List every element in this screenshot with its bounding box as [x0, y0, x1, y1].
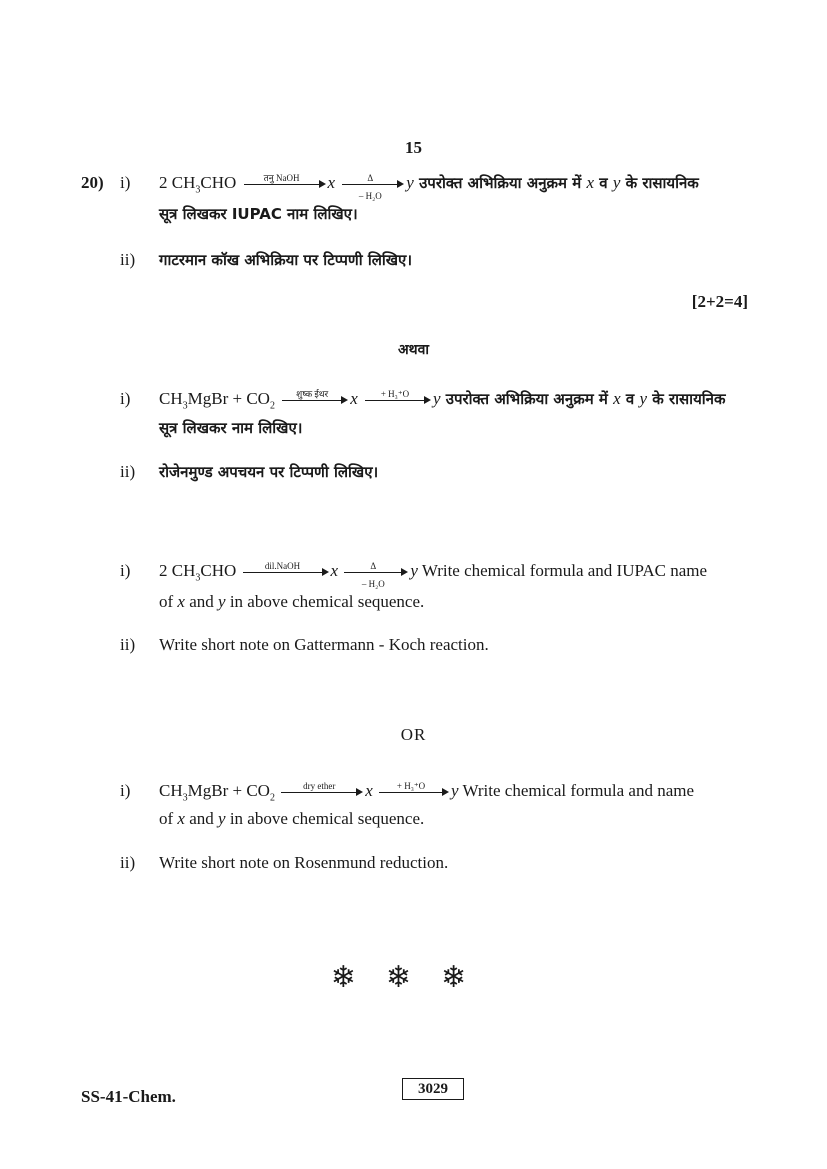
hindi-or: अथवा	[397, 342, 430, 358]
english-part1-i-label: i)	[120, 561, 131, 580]
marks: [2+2=4]	[691, 292, 748, 311]
english-part1-i-line2: of x and y in above chemical sequence.	[159, 592, 425, 611]
reaction-arrow-2: $\frac{\Delta}{\text{– H₂O}}$	[342, 174, 404, 194]
reactant: $CH_3MgBr + CO_2$	[159, 389, 275, 412]
english-part2-i-label: i)	[120, 781, 131, 800]
hindi-part1-ii-label: ii)	[120, 250, 136, 269]
snowflake-ornament-icon: ❄❄❄	[330, 960, 497, 995]
reactant: 2 $CH_3CHO$	[159, 561, 237, 584]
english-or: OR	[400, 725, 427, 744]
reaction-arrow-2: + H₃⁺O	[365, 390, 431, 410]
reaction-arrow-1: तनु NaOH	[244, 174, 326, 194]
reaction-arrow-1: dry ether	[281, 782, 363, 802]
hindi-part1-i-label: i)	[120, 173, 131, 192]
reaction-arrow-2: + H₃⁺O	[379, 782, 449, 802]
paper-number-box: 3029	[402, 1078, 464, 1100]
paper-code: SS-41-Chem.	[81, 1087, 176, 1106]
reaction-arrow-2: $\frac{\Delta}{\text{– H₂O}}$	[344, 562, 408, 582]
english-part2-i-line2: of x and y in above chemical sequence.	[159, 809, 425, 828]
reactant: 2 $CH_3CHO$	[159, 173, 237, 196]
reaction-arrow-1: शुष्क ईथर	[282, 390, 348, 410]
hindi-part2-ii-text: रोजेनमुण्ड अपचयन पर टिप्पणी लिखिए।	[159, 463, 379, 481]
english-part2-i-line1: $CH_3MgBr + CO_2$ dry ether x + H₃⁺O y Write chemical formula and name	[159, 781, 695, 804]
hindi-part2-i-label: i)	[120, 389, 131, 408]
english-part2-ii-text: Write short note on Rosenmund reduction.	[159, 853, 449, 872]
reactant: $CH_3MgBr + CO_2$	[159, 781, 275, 804]
hindi-part1-i-line2: सूत्र लिखकर IUPAC नाम लिखिए।	[159, 205, 358, 223]
hindi-part2-i-line1: $CH_3MgBr + CO_2$ शुष्क ईथर x + H₃⁺O y उपरोक्त अभिक्रिया अनुक्रम में x व y के रासायनिक	[159, 388, 726, 412]
hindi-part1-ii-text: गाटरमान कॉख अभिक्रिया पर टिप्पणी लिखिए।	[159, 251, 413, 269]
hindi-part1-i-line1: 2 $CH_3CHO$ तनु NaOH x $\frac{\Delta}{\text{– H₂O}}$ y उपरोक्त अभिक्रिया अनुक्रम में x व y के रासायनिक	[159, 172, 699, 201]
english-part1-i-line1: 2 $CH_3CHO$ dil.NaOH x $\frac{\Delta}{\text{– H₂O}}$ y Write chemical formula and IUPAC name	[159, 561, 708, 590]
hindi-part2-i-line2: सूत्र लिखकर नाम लिखिए।	[159, 419, 303, 437]
reaction-arrow-1: dil.NaOH	[243, 562, 329, 582]
english-part1-ii-label: ii)	[120, 635, 136, 654]
english-part2-ii-label: ii)	[120, 853, 136, 872]
page-number: 15	[405, 138, 422, 157]
hindi-part2-ii-label: ii)	[120, 462, 136, 481]
english-part1-ii-text: Write short note on Gattermann - Koch reaction.	[159, 635, 489, 654]
question-number: 20)	[81, 173, 104, 192]
